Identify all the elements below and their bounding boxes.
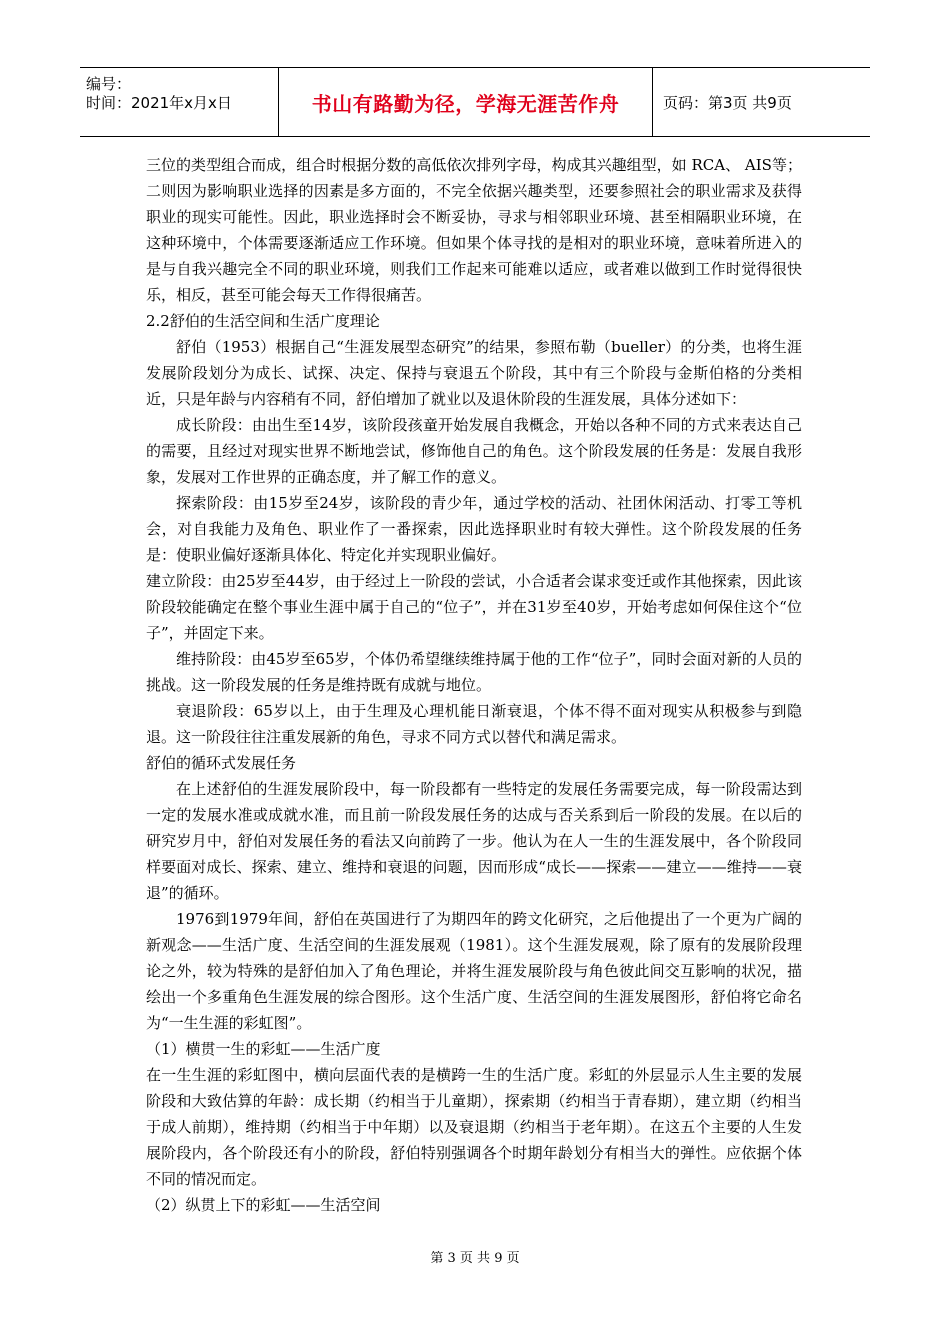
document-body xyxy=(146,152,802,1218)
header-page-info: 页码：第3页 共9页 xyxy=(663,93,792,112)
paragraph: 维持阶段：由45岁至65岁，个体仍希望继续维持属于他的工作“位子”，同时会面对新的人员的挑战。这一阶段发展的任务是维持既有成就与地位。 xyxy=(146,650,802,694)
paragraph: 1976到1979年间，舒伯在英国进行了为期四年的跨文化研究，之后他提出了一个更为广阔的新观念——生活广度、生活空间的生涯发展观（1981）。这个生涯发展观，除了原有的发展阶段理论之外，较为特殊的是舒伯加入了角色理论，并将生涯发展阶段与角色彼此间交互影响的状况，描绘出一个多重角色生涯发展的综合图形。这个生活广度、生活空间的生涯发展图形，舒伯将它命名为“一生生涯的彩虹图”。 xyxy=(146,910,802,1032)
section-heading: 舒伯的循环式发展任务 xyxy=(146,754,297,772)
paragraph: 舒伯（1953）根据自己“生涯发展型态研究”的结果，参照布勒（bueller）的分类，也将生涯发展阶段划分为成长、试探、决定、保持与衰退五个阶段，其中有三个阶段与金斯伯格的分类相近，只是年龄与内容稍有不同，舒伯增加了就业以及退休阶段的生涯发展，具体分述如下： xyxy=(146,338,802,408)
paragraph: 在上述舒伯的生涯发展阶段中，每一阶段都有一些特定的发展任务需要完成，每一阶段需达到一定的发展水准或成就水准，而且前一阶段发展任务的达成与否关系到后一阶段的发展。在以后的研究岁月中，舒伯对发展任务的看法又向前跨了一步。他认为在人一生的生涯发展中，各个阶段同样要面对成长、探索、建立、维持和衰退的问题，因而形成“成长——探索——建立——维持——衰退”的循环。 xyxy=(146,780,802,902)
subsection-heading: （2）纵贯上下的彩虹——生活空间 xyxy=(146,1196,381,1214)
paragraph: 三位的类型组合而成，组合时根据分数的高低依次排列字母，构成其兴趣组型，如 RCA、 AIS等；二则因为影响职业选择的因素是多方面的，不完全依据兴趣类型，还要参照社会的职业需求及获得职业的现实可能性。因此，职业选择时会不断妥协，寻求与相邻职业环境、甚至相隔职业环境，在这种环境中，个体需要逐渐适应工作环境。但如果个体寻找的是相对的职业环境，意味着所进入的是与自我兴趣完全不同的职业环境，则我们工作起来可能难以适应，或者难以做到工作时觉得很快乐，相反，甚至可能会每天工作得很痛苦。 xyxy=(146,156,802,304)
paragraph: 在一生生涯的彩虹图中，横向层面代表的是横跨一生的生活广度。彩虹的外层显示人生主要的发展阶段和大致估算的年龄：成长期（约相当于儿童期），探索期（约相当于青春期），建立期（约相当于成人前期），维持期（约相当于中年期）以及衰退期（约相当于老年期）。在这五个主要的人生发展阶段内，各个阶段还有小的阶段，舒伯特别强调各个时期年龄划分有相当大的弹性。应依据个体不同的情况而定。 xyxy=(146,1066,802,1188)
paragraph: 探索阶段：由15岁至24岁，该阶段的青少年，通过学校的活动、社团休闲活动、打零工等机会，对自我能力及角色、职业作了一番探索，因此选择职业时有较大弹性。这个阶段发展的任务是：使职业偏好逐渐具体化、特定化并实现职业偏好。 xyxy=(146,494,802,564)
paragraph: 衰退阶段：65岁以上，由于生理及心理机能日渐衰退，个体不得不面对现实从积极参与到隐退。这一阶段往往注重发展新的角色，寻求不同方式以替代和满足需求。 xyxy=(146,702,802,746)
motto-text: 书山有路勤为径，学海无涯苦作舟 xyxy=(311,91,620,116)
subsection-heading: （1）横贯一生的彩虹——生活广度 xyxy=(146,1040,381,1058)
page-header xyxy=(80,67,870,137)
time-label: 时间：2021年x月x日 xyxy=(86,94,232,112)
number-label: 编号： xyxy=(86,75,132,93)
header-meta xyxy=(80,68,279,136)
page-footer: 第 3 页 共 9 页 xyxy=(430,1251,520,1266)
paragraph: 建立阶段：由25岁至44岁，由于经过上一阶段的尝试，小合适者会谋求变迁或作其他探索，因此该阶段较能确定在整个事业生涯中属于自己的“位子”，并在31岁至40岁，开始考虑如何保住这个“位子”，并固定下来。 xyxy=(146,572,802,642)
section-heading: 2.2舒伯的生活空间和生活广度理论 xyxy=(146,312,380,330)
paragraph: 成长阶段：由出生至14岁，该阶段孩童开始发展自我概念，开始以各种不同的方式来表达自己的需要，且经过对现实世界不断地尝试，修饰他自己的角色。这个阶段发展的任务是：发展自我形象，发展对工作世界的正确态度，并了解工作的意义。 xyxy=(146,416,802,486)
header-motto-cell xyxy=(279,68,653,136)
